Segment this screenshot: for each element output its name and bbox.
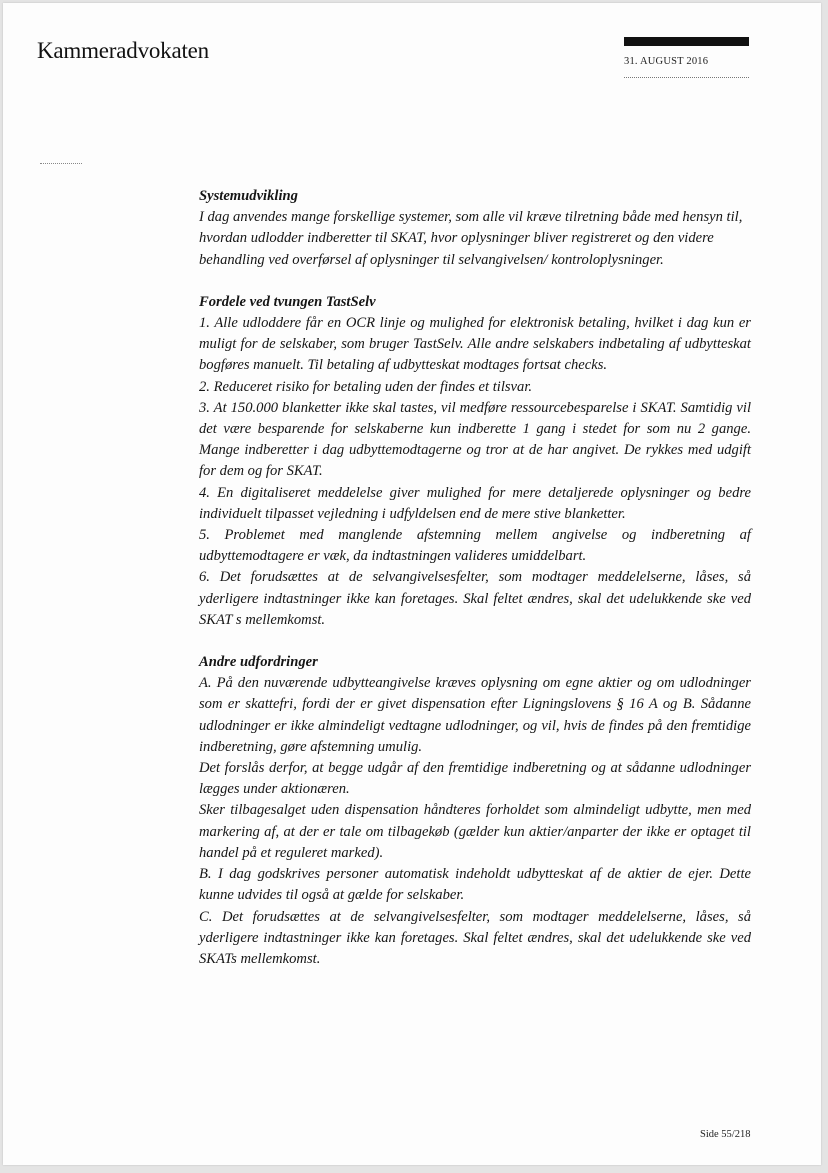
section-fordele: [199, 292, 751, 631]
paragraph: 6. Det forudsættes at de selvangivelsesfelter, som modtager meddelelserne, låses, så yderligere indtastninger ikke kan foretages. Skal feltet ændres, skal det udelukkende ske ved SKAT s mellemkomst.: [199, 569, 751, 628]
paragraph: A. På den nuværende udbytteangivelse kræves oplysning om egne aktier og om udlodninger som er skattefri, fordi der er givet dispensation efter Ligningslovens § 16 A og B. Sådanne udlodninger er ikke almindeligt vedtagne udlodninger, og vil, hvis de findes på den fremtidige indberetning, gøre afstemning umulig.: [199, 675, 751, 755]
date-divider: [624, 77, 749, 78]
header-bar: [624, 37, 749, 46]
document-page: [3, 3, 821, 1165]
paragraph: 4. En digitaliseret meddelelse giver mulighed for mere detaljerede oplysninger og bedre individuelt tilpasset vejledning i udfyldelsen end de mere stive blanketter.: [199, 484, 751, 522]
paragraph: Det forslås derfor, at begge udgår af den fremtidige indberetning og at sådanne udlodninger lægges under aktionæren.: [199, 760, 751, 798]
paragraph: 1. Alle udloddere får en OCR linje og mulighed for elektronisk betaling, hvilket i dag kun er muligt for de selskaber, som bruger TastSelv. Alle andre selskabers indbetaling af udbytteskat bogføres manuelt. Til betaling af udbytteskat modtages fortsat checks.: [199, 315, 751, 374]
document-date: 31. AUGUST 2016: [624, 56, 709, 67]
paragraph: Sker tilbagesalget uden dispensation håndteres forholdet som almindeligt udbytte, men med markering af, at der er tale om tilbagekøb (gælder kun aktier/anparter der ikke er optaget til handel på et reguleret marked).: [199, 802, 751, 861]
paragraph: 5. Problemet med manglende afstemning mellem angivelse og indberetning af udbyttemodtagere er væk, da indtastningen valideres umiddelbart.: [199, 527, 751, 565]
section-andre-udfordringer: [199, 652, 751, 970]
margin-divider: [40, 163, 82, 164]
paragraph: I dag anvendes mange forskellige systemer, som alle vil kræve tilretning både med hensyn til, hvordan udlodder indberetter til SKAT, hvor oplysninger bliver registreret og den videre behandling ved overførsel af oplysninger til selvangivelsen/ kontroloplysninger.: [199, 209, 743, 268]
paragraph: B. I dag godskrives personer automatisk indeholdt udbytteskat af de aktier de ejer. Dette kunne udvides til også at gælde for selskaber.: [199, 866, 751, 904]
section-heading: Systemudvikling: [199, 188, 298, 204]
page-number: Side 55/218: [700, 1129, 751, 1140]
paragraph: C. Det forudsættes at de selvangivelsesfelter, som modtager meddelelserne, låses, så yderligere indtastninger ikke kan foretages. Skal feltet ændres, skal det udelukkende ske ved SKATs mellemkomst.: [199, 908, 751, 967]
section-heading: Andre udfordringer: [199, 654, 318, 671]
brand-name: Kammeradvokaten: [37, 38, 209, 63]
paragraph: 3. At 150.000 blanketter ikke skal tastes, vil medføre ressourcebesparelse i SKAT. Samtidig vil det være besparende for selskaberne kun indberette 1 gang i stedet for som nu 2 gange. Mange indberetter i dag udbyttemodtagerne og tror at de har angivet. De rykkes med udgift for dem og for SKAT.: [199, 399, 751, 480]
section-systemudvikling: [199, 186, 751, 271]
paragraph: 2. Reduceret risiko for betaling uden der findes et tilsvar.: [199, 378, 533, 395]
body-text: [199, 186, 751, 991]
section-heading: Fordele ved tvungen TastSelv: [199, 293, 376, 310]
